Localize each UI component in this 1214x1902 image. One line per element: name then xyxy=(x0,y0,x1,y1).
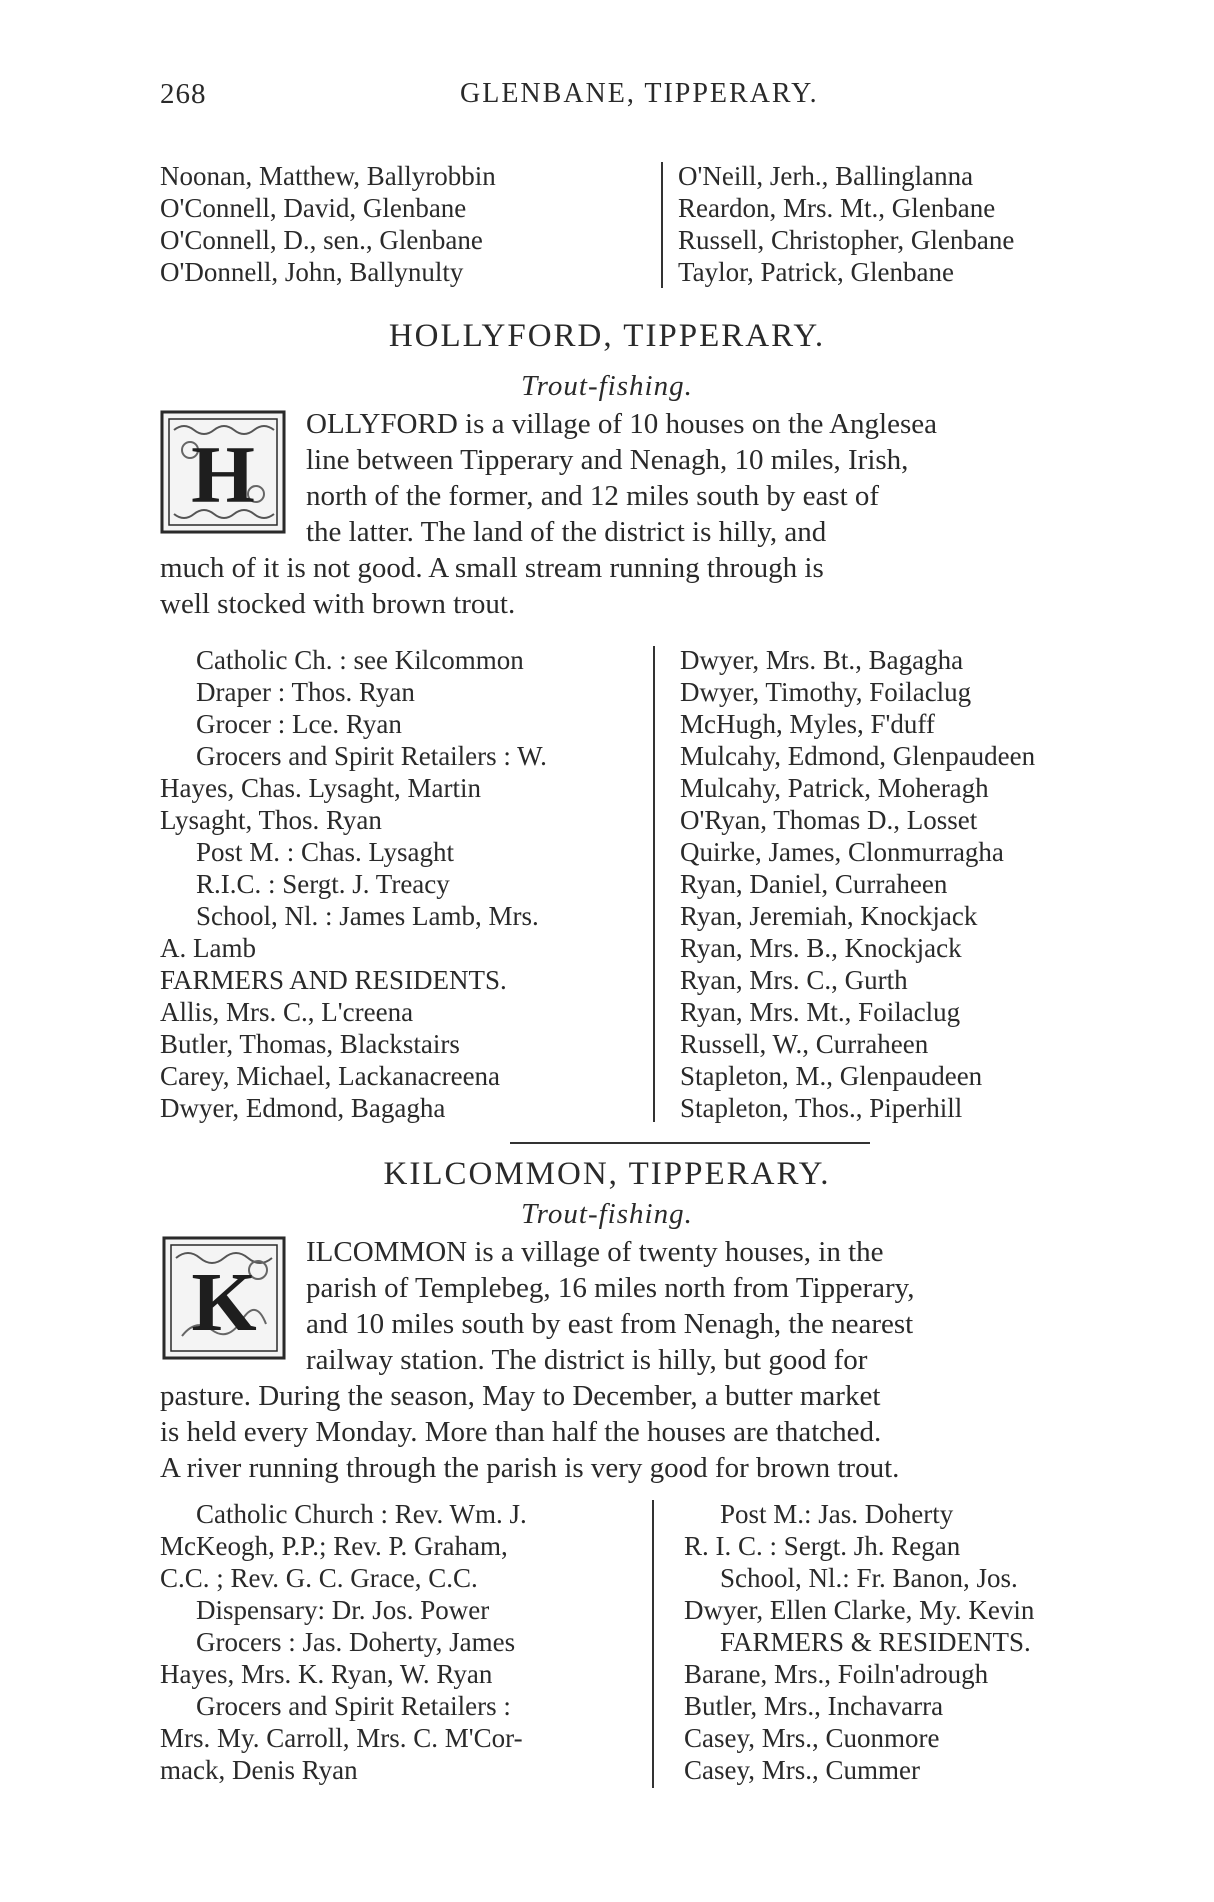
intro-line: the latter. The land of the district is hilly, and xyxy=(306,516,827,548)
section-subheading: FARMERS AND RESIDENTS. xyxy=(160,965,507,995)
list-item: Grocers and Spirit Retailers : W. xyxy=(196,741,547,771)
list-item: Casey, Mrs., Cummer xyxy=(684,1755,920,1785)
list-item: Casey, Mrs., Cuonmore xyxy=(684,1723,940,1753)
list-item: Ryan, Mrs. Mt., Foilaclug xyxy=(680,997,961,1027)
intro-line: much of it is not good. A small stream running through is xyxy=(160,552,824,584)
list-item: Post M. : Chas. Lysaght xyxy=(196,837,455,867)
column-divider xyxy=(661,162,663,288)
hollyford-list-left xyxy=(160,644,547,1124)
list-item: O'Connell, David, Glenbane xyxy=(160,193,467,223)
list-item: Mulcahy, Patrick, Moheragh xyxy=(680,773,989,803)
hollyford-list-right xyxy=(680,644,1035,1124)
intro-line: well stocked with brown trout. xyxy=(160,588,516,620)
kilcommon-intro xyxy=(160,1236,1160,1496)
kilcommon-list-left xyxy=(160,1498,527,1786)
intro-line: north of the former, and 12 miles south by east of xyxy=(306,480,880,512)
list-item: Catholic Church : Rev. Wm. J. xyxy=(196,1499,527,1529)
list-item: McHugh, Myles, F'duff xyxy=(680,709,935,739)
intro-line: ILCOMMON is a village of twenty houses, in the xyxy=(306,1236,884,1268)
intro-line: railway station. The district is hilly, but good for xyxy=(306,1344,868,1376)
list-item: Ryan, Mrs. C., Gurth xyxy=(680,965,908,995)
list-item: Ryan, Daniel, Curraheen xyxy=(680,869,948,899)
column-divider xyxy=(652,1500,654,1788)
list-item: Stapleton, Thos., Piperhill xyxy=(680,1093,963,1123)
list-item: O'Connell, D., sen., Glenbane xyxy=(160,225,483,255)
list-item: R. I. C. : Sergt. Jh. Regan xyxy=(684,1531,961,1561)
kilcommon-subtitle: Trout-fishing. xyxy=(521,1198,693,1230)
list-item: Hayes, Mrs. K. Ryan, W. Ryan xyxy=(160,1659,493,1689)
glenbane-list-right xyxy=(678,160,1014,288)
intro-line: OLLYFORD is a village of 10 houses on the Anglesea xyxy=(306,408,937,440)
svg-text:H: H xyxy=(191,429,255,520)
list-item: Dwyer, Edmond, Bagagha xyxy=(160,1093,446,1123)
intro-line: pasture. During the season, May to December, a butter market xyxy=(160,1380,881,1412)
running-head xyxy=(160,78,1060,118)
list-item: Lysaght, Thos. Ryan xyxy=(160,805,382,835)
list-item: Quirke, James, Clonmurragha xyxy=(680,837,1004,867)
list-item: O'Ryan, Thomas D., Losset xyxy=(680,805,978,835)
list-item: Reardon, Mrs. Mt., Glenbane xyxy=(678,193,996,223)
list-item: A. Lamb xyxy=(160,933,256,963)
list-item: Butler, Thomas, Blackstairs xyxy=(160,1029,460,1059)
list-item: School, Nl.: Fr. Banon, Jos. xyxy=(720,1563,1018,1593)
kilcommon-title: KILCOMMON, TIPPERARY. xyxy=(383,1156,831,1192)
running-title: GLENBANE, TIPPERARY. xyxy=(460,78,819,109)
kilcommon-list-right xyxy=(684,1498,1034,1786)
list-item: Grocers and Spirit Retailers : xyxy=(196,1691,511,1721)
list-item: Grocer : Lce. Ryan xyxy=(196,709,402,739)
list-item: McKeogh, P.P.; Rev. P. Graham, xyxy=(160,1531,508,1561)
kilcommon-directory xyxy=(160,1498,1160,1798)
list-item: O'Donnell, John, Ballynulty xyxy=(160,257,464,287)
list-item: Dispensary: Dr. Jos. Power xyxy=(196,1595,490,1625)
list-item: Grocers : Jas. Doherty, James xyxy=(196,1627,516,1657)
list-item: Barane, Mrs., Foiln'adrough xyxy=(684,1659,989,1689)
section-divider xyxy=(510,1142,870,1144)
intro-line: is held every Monday. More than half the houses are thatched. xyxy=(160,1416,882,1448)
column-divider xyxy=(653,646,655,1122)
list-item: O'Neill, Jerh., Ballinglanna xyxy=(678,161,974,191)
intro-line: parish of Templebeg, 16 miles north from Tipperary, xyxy=(306,1272,915,1304)
list-item: Catholic Ch. : see Kilcommon xyxy=(196,645,524,675)
list-item: Draper : Thos. Ryan xyxy=(196,677,415,707)
list-item: Ryan, Jeremiah, Knockjack xyxy=(680,901,978,931)
hollyford-title: HOLLYFORD, TIPPERARY. xyxy=(388,318,826,354)
intro-line: line between Tipperary and Nenagh, 10 miles, Irish, xyxy=(306,444,909,476)
list-item: Allis, Mrs. C., L'creena xyxy=(160,997,414,1027)
list-item: Mrs. My. Carroll, Mrs. C. M'Cor- xyxy=(160,1723,523,1753)
list-item: Dwyer, Mrs. Bt., Bagagha xyxy=(680,645,964,675)
list-item: Dwyer, Ellen Clarke, My. Kevin xyxy=(684,1595,1035,1625)
svg-text:K: K xyxy=(191,1256,257,1349)
glenbane-list xyxy=(160,160,1160,290)
list-item: Russell, Christopher, Glenbane xyxy=(678,225,1015,255)
list-item: mack, Denis Ryan xyxy=(160,1755,358,1785)
list-item: Carey, Michael, Lackanacreena xyxy=(160,1061,501,1091)
intro-line: and 10 miles south by east from Nenagh, the nearest xyxy=(306,1308,914,1340)
list-item: School, Nl. : James Lamb, Mrs. xyxy=(196,901,539,931)
list-item: Post M.: Jas. Doherty xyxy=(720,1499,954,1529)
list-item: R.I.C. : Sergt. J. Treacy xyxy=(196,869,450,899)
intro-line: A river running through the parish is very good for brown trout. xyxy=(160,1452,900,1484)
list-item: Taylor, Patrick, Glenbane xyxy=(678,257,954,287)
hollyford-intro xyxy=(160,408,1160,628)
list-item: Russell, W., Curraheen xyxy=(680,1029,929,1059)
hollyford-subtitle: Trout-fishing. xyxy=(521,370,693,402)
page-number: 268 xyxy=(160,78,207,110)
list-item: Dwyer, Timothy, Foilaclug xyxy=(680,677,972,707)
list-item: Noonan, Matthew, Ballyrobbin xyxy=(160,161,496,191)
list-item: Stapleton, M., Glenpaudeen xyxy=(680,1061,983,1091)
hollyford-directory xyxy=(160,644,1160,1134)
list-item: Ryan, Mrs. B., Knockjack xyxy=(680,933,962,963)
list-item: Butler, Mrs., Inchavarra xyxy=(684,1691,944,1721)
list-item: C.C. ; Rev. G. C. Grace, C.C. xyxy=(160,1563,478,1593)
glenbane-list-left xyxy=(160,160,496,288)
list-item: Hayes, Chas. Lysaght, Martin xyxy=(160,773,481,803)
list-item: Mulcahy, Edmond, Glenpaudeen xyxy=(680,741,1036,771)
section-subheading: FARMERS & RESIDENTS. xyxy=(720,1627,1031,1657)
